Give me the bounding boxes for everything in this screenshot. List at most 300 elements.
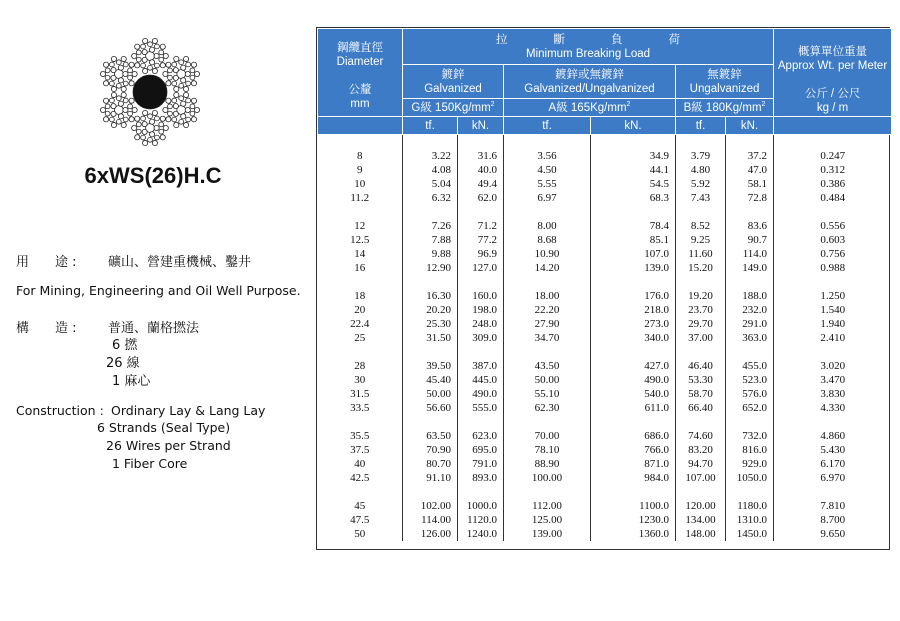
diameter-cell: 35.5: [350, 430, 370, 442]
filler-wire: [179, 60, 184, 65]
a-tf-cell: 70.00: [504, 429, 591, 443]
table-row: [318, 191, 892, 205]
filler-wire: [159, 122, 164, 127]
table-row: [318, 149, 892, 163]
g-kn-cell: 49.4: [458, 177, 504, 191]
b-kn-cell: 652.0: [726, 401, 774, 415]
breaking-load-header: [403, 29, 774, 65]
ungalvanized-header-zh: 無鍍鋅: [707, 68, 742, 81]
diameter-cell: 28: [354, 360, 366, 372]
a-tf-cell: 18.00: [504, 289, 591, 303]
outer-wire: [132, 107, 137, 112]
filler-wire: [179, 83, 184, 88]
weight-unit-en: kg / m: [816, 102, 849, 114]
filler-wire: [136, 129, 141, 134]
unit-kn: kN.: [726, 117, 774, 135]
spacer-cell: [676, 345, 726, 359]
spacer-cell: [403, 205, 458, 219]
filler-wire: [128, 68, 133, 73]
b-tf-cell: 11.60: [676, 247, 726, 261]
construction-label-en: Construction :: [16, 403, 104, 418]
a-tf-cell: 43.50: [504, 359, 591, 373]
outer-wire: [129, 62, 134, 67]
filler-wire: [141, 116, 146, 121]
weight-cell: 5.430: [774, 443, 892, 457]
spacer-cell: [774, 345, 892, 359]
spacer-cell: [458, 205, 504, 219]
g-kn-cell: 1000.0: [458, 499, 504, 513]
inner-wire: [173, 104, 178, 109]
spacer-cell: [726, 415, 774, 429]
spacer-cell: [591, 205, 676, 219]
filler-wire: [116, 83, 121, 88]
weight-cell: 0.247: [774, 149, 892, 163]
construction-en-line: Ordinary Lay & Lang Lay: [111, 403, 266, 418]
g-kn-cell: 40.0: [458, 163, 504, 177]
g-tf-cell: 5.04: [403, 177, 458, 191]
filler-wire: [109, 62, 114, 67]
filler-wire: [159, 57, 164, 62]
filler-wire: [123, 62, 128, 67]
b-kn-cell: 83.6: [726, 219, 774, 233]
b-tf-cell: 94.70: [676, 457, 726, 471]
diameter-cell: 8: [357, 150, 363, 162]
group-spacer: [318, 275, 892, 289]
filler-wire: [148, 42, 153, 47]
spacer-cell: [676, 205, 726, 219]
outer-wire: [174, 56, 179, 61]
g-tf-cell: 7.26: [403, 219, 458, 233]
inner-wire: [111, 68, 116, 73]
outer-wire: [160, 116, 165, 121]
b-kn-cell: 576.0: [726, 387, 774, 401]
diameter-cell: 45: [354, 500, 366, 512]
filler-wire: [123, 81, 128, 86]
construction-zh-line: 26 線: [106, 356, 140, 371]
g-kn-cell: 309.0: [458, 331, 504, 345]
outer-wire: [135, 63, 140, 68]
table-row: [318, 513, 892, 527]
b-kn-cell: 523.0: [726, 373, 774, 387]
spacer-cell: [591, 485, 676, 499]
group-spacer: [318, 135, 892, 150]
b-tf-cell: 66.40: [676, 401, 726, 415]
a-kn-cell: 686.0: [591, 429, 676, 443]
filler-wire: [190, 104, 195, 109]
outer-wire: [152, 140, 157, 145]
a-tf-cell: 10.90: [504, 247, 591, 261]
outer-wire: [143, 68, 148, 73]
outer-wire: [132, 125, 137, 130]
b-tf-cell: 58.70: [676, 387, 726, 401]
filler-wire: [155, 116, 160, 121]
table-row: [318, 219, 892, 233]
a-tf-cell: 62.30: [504, 401, 591, 415]
strand: [163, 56, 200, 91]
inner-wire: [181, 114, 186, 119]
weight-cell: 8.700: [774, 513, 892, 527]
b-kn-cell: 455.0: [726, 359, 774, 373]
table-row: [318, 471, 892, 485]
b-kn-cell: 58.1: [726, 177, 774, 191]
g-kn-cell: 1240.0: [458, 527, 504, 541]
a-kn-cell: 1100.0: [591, 499, 676, 513]
spacer-cell: [676, 415, 726, 429]
spacer-cell: [774, 205, 892, 219]
grade-b-label: B級 180Kg/mm: [683, 101, 762, 114]
strand: [132, 38, 169, 73]
diameter-cell: 18: [354, 290, 366, 302]
a-kn-cell: 1360.0: [591, 527, 676, 541]
spacer-cell: [774, 135, 892, 150]
filler-wire: [116, 96, 121, 101]
outer-wire: [103, 81, 108, 86]
a-kn-cell: 540.0: [591, 387, 676, 401]
inner-wire: [154, 53, 159, 58]
construction-en-line: 1 Fiber Core: [112, 456, 188, 471]
b-kn-cell: 90.7: [726, 233, 774, 247]
group-spacer: [318, 205, 892, 219]
b-tf-cell: 148.00: [676, 527, 726, 541]
inner-wire: [142, 129, 147, 134]
filler-wire: [190, 75, 195, 80]
a-tf-cell: 6.97: [504, 191, 591, 205]
diameter-unit-en: mm: [350, 98, 370, 110]
filler-wire: [141, 44, 146, 49]
a-kn-cell: 340.0: [591, 331, 676, 345]
spacer-cell: [458, 135, 504, 150]
filler-wire: [172, 117, 177, 122]
a-tf-cell: 125.00: [504, 513, 591, 527]
diameter-cell: 14: [354, 248, 366, 260]
g-tf-cell: 4.08: [403, 163, 458, 177]
construction-en-line: 6 Strands (Seal Type): [97, 420, 231, 435]
b-kn-cell: 72.8: [726, 191, 774, 205]
spacer-cell: [774, 415, 892, 429]
a-tf-cell: 34.70: [504, 331, 591, 345]
outer-wire: [152, 68, 157, 73]
g-tf-cell: 31.50: [403, 331, 458, 345]
outer-wire: [191, 117, 196, 122]
outer-wire: [174, 122, 179, 127]
spacer-cell: [591, 275, 676, 289]
strand: [163, 92, 200, 127]
g-kn-cell: 160.0: [458, 289, 504, 303]
outer-wire: [152, 110, 157, 115]
diameter-cell: 50: [354, 528, 366, 540]
inner-wire: [149, 132, 154, 137]
filler-wire: [186, 81, 191, 86]
spacer-cell: [318, 345, 403, 359]
outer-wire: [121, 86, 126, 91]
weight-cell: 6.170: [774, 457, 892, 471]
g-tf-cell: 114.00: [403, 513, 458, 527]
a-tf-cell: 8.00: [504, 219, 591, 233]
grade-g-label: G級 150Kg/mm: [411, 101, 491, 114]
outer-wire: [191, 98, 196, 103]
b-kn-cell: 1450.0: [726, 527, 774, 541]
outer-wire: [135, 44, 140, 49]
outer-wire: [129, 98, 134, 103]
outer-wire: [132, 71, 137, 76]
filler-wire: [148, 137, 153, 142]
filler-wire: [159, 50, 164, 55]
table-row: [318, 331, 892, 345]
g-tf-cell: 20.20: [403, 303, 458, 317]
filler-wire: [148, 114, 153, 119]
galvanized-header-zh: 鍍鋅: [441, 68, 465, 81]
outer-wire: [143, 140, 148, 145]
b-tf-cell: 8.52: [676, 219, 726, 233]
galv-ungalv-header-en: Galvanized/Ungalvanized: [524, 82, 655, 95]
diameter-cell: 47.5: [350, 514, 370, 526]
g-tf-cell: 39.50: [403, 359, 458, 373]
table-row: [318, 527, 892, 541]
inner-wire: [142, 50, 147, 55]
diameter-cell: 31.5: [350, 388, 370, 400]
spacer-cell: [318, 415, 403, 429]
outer-wire: [129, 81, 134, 86]
outer-wire: [100, 107, 105, 112]
b-kn-cell: 816.0: [726, 443, 774, 457]
spacer-cell: [726, 345, 774, 359]
inner-wire: [149, 60, 154, 65]
fiber-core: [133, 75, 167, 109]
inner-wire: [149, 47, 154, 52]
a-tf-cell: 8.68: [504, 233, 591, 247]
table-row: [318, 457, 892, 471]
filler-wire: [190, 111, 195, 116]
weight-cell: 0.484: [774, 191, 892, 205]
g-tf-cell: 91.10: [403, 471, 458, 485]
table-body: [318, 135, 892, 542]
table-row: [318, 177, 892, 191]
filler-wire: [128, 111, 133, 116]
filler-wire: [128, 104, 133, 109]
filler-wire: [159, 129, 164, 134]
inner-wire: [111, 111, 116, 116]
wire-rope-cross-section-diagram: [95, 22, 205, 162]
unit-kn: kN.: [591, 117, 676, 135]
galvanized-header: [403, 65, 504, 99]
filler-wire: [179, 119, 184, 124]
a-tf-cell: 100.00: [504, 471, 591, 485]
spacer-cell: [458, 415, 504, 429]
filler-wire: [141, 135, 146, 140]
spacer-cell: [774, 485, 892, 499]
inner-wire: [181, 78, 186, 83]
squared-mark: 2: [761, 100, 766, 108]
g-tf-cell: 6.32: [403, 191, 458, 205]
filler-wire: [116, 60, 121, 65]
filler-wire: [155, 63, 160, 68]
table-row: [318, 499, 892, 513]
a-kn-cell: 85.1: [591, 233, 676, 247]
b-tf-cell: 9.25: [676, 233, 726, 247]
b-tf-cell: 74.60: [676, 429, 726, 443]
filler-wire: [105, 104, 110, 109]
table-row: [318, 373, 892, 387]
outer-wire: [163, 53, 168, 58]
spacer-cell: [774, 275, 892, 289]
inner-wire: [111, 104, 116, 109]
g-kn-cell: 62.0: [458, 191, 504, 205]
outer-wire: [160, 63, 165, 68]
outer-wire: [166, 98, 171, 103]
spacer-cell: [458, 345, 504, 359]
filler-wire: [168, 68, 173, 73]
g-kn-cell: 96.9: [458, 247, 504, 261]
inner-wire: [142, 57, 147, 62]
g-kn-cell: 893.0: [458, 471, 504, 485]
galv-ungalv-header: [504, 65, 676, 99]
weight-header-zh: 概算單位重量: [798, 46, 868, 58]
a-tf-cell: 78.10: [504, 443, 591, 457]
g-kn-cell: 695.0: [458, 443, 504, 457]
g-kn-cell: 387.0: [458, 359, 504, 373]
b-tf-cell: 23.70: [676, 303, 726, 317]
g-kn-cell: 31.6: [458, 149, 504, 163]
outer-wire: [191, 81, 196, 86]
breaking-load-header-en: Minimum Breaking Load: [526, 47, 651, 60]
construction-zh-line: 普通、蘭格撚法: [108, 321, 200, 336]
g-tf-cell: 25.30: [403, 317, 458, 331]
filler-wire: [123, 98, 128, 103]
g-kn-cell: 198.0: [458, 303, 504, 317]
b-tf-cell: 4.80: [676, 163, 726, 177]
a-kn-cell: 871.0: [591, 457, 676, 471]
a-tf-cell: 4.50: [504, 163, 591, 177]
weight-cell: 2.410: [774, 331, 892, 345]
b-kn-cell: 929.0: [726, 457, 774, 471]
outer-wire: [103, 98, 108, 103]
ungalvanized-header: [676, 65, 774, 99]
weight-cell: 9.650: [774, 527, 892, 541]
filler-wire: [186, 98, 191, 103]
weight-cell: 0.386: [774, 177, 892, 191]
spacer-cell: [726, 485, 774, 499]
b-tf-cell: 107.00: [676, 471, 726, 485]
spacer-cell: [504, 415, 591, 429]
diameter-cell: 25: [354, 332, 366, 344]
inner-wire: [111, 75, 116, 80]
inner-wire: [185, 71, 190, 76]
a-kn-cell: 54.5: [591, 177, 676, 191]
g-kn-cell: 1120.0: [458, 513, 504, 527]
weight-cell: 4.330: [774, 401, 892, 415]
b-kn-cell: 232.0: [726, 303, 774, 317]
filler-wire: [179, 96, 184, 101]
a-kn-cell: 44.1: [591, 163, 676, 177]
outer-wire: [163, 125, 168, 130]
b-tf-cell: 53.30: [676, 373, 726, 387]
filler-wire: [105, 75, 110, 80]
filler-wire: [105, 68, 110, 73]
g-tf-cell: 3.22: [403, 149, 458, 163]
squared-mark: 2: [490, 100, 495, 108]
b-kn-cell: 1310.0: [726, 513, 774, 527]
inner-wire: [173, 68, 178, 73]
unit-blank: [774, 117, 892, 135]
weight-cell: 1.250: [774, 289, 892, 303]
outer-wire: [100, 71, 105, 76]
filler-wire: [172, 81, 177, 86]
spacer-cell: [403, 345, 458, 359]
product-code: 6xWS(26)H.C: [84, 163, 222, 188]
diameter-cell: 40: [354, 458, 366, 470]
weight-cell: 7.810: [774, 499, 892, 513]
spacer-cell: [676, 275, 726, 289]
a-kn-cell: 34.9: [591, 149, 676, 163]
inner-wire: [154, 125, 159, 130]
a-kn-cell: 427.0: [591, 359, 676, 373]
b-kn-cell: 291.0: [726, 317, 774, 331]
spacer-cell: [726, 275, 774, 289]
spacer-cell: [591, 415, 676, 429]
table-row: [318, 387, 892, 401]
spacer-cell: [726, 205, 774, 219]
weight-cell: 3.830: [774, 387, 892, 401]
spacer-cell: [403, 135, 458, 150]
g-tf-cell: 50.00: [403, 387, 458, 401]
weight-header: [774, 29, 892, 117]
unit-tf: tf.: [504, 117, 591, 135]
a-tf-cell: 88.90: [504, 457, 591, 471]
g-kn-cell: 791.0: [458, 457, 504, 471]
b-kn-cell: 732.0: [726, 429, 774, 443]
g-kn-cell: 127.0: [458, 261, 504, 275]
weight-cell: 1.540: [774, 303, 892, 317]
a-tf-cell: 3.56: [504, 149, 591, 163]
a-kn-cell: 490.0: [591, 373, 676, 387]
b-tf-cell: 83.20: [676, 443, 726, 457]
table-row: [318, 359, 892, 373]
b-tf-cell: 19.20: [676, 289, 726, 303]
weight-cell: 0.556: [774, 219, 892, 233]
filler-wire: [155, 44, 160, 49]
b-tf-cell: 46.40: [676, 359, 726, 373]
g-kn-cell: 445.0: [458, 373, 504, 387]
a-kn-cell: 218.0: [591, 303, 676, 317]
construction-label-zh: 構 造 :: [16, 321, 77, 336]
outer-wire: [111, 122, 116, 127]
g-tf-cell: 102.00: [403, 499, 458, 513]
group-spacer: [318, 485, 892, 499]
g-tf-cell: 9.88: [403, 247, 458, 261]
a-tf-cell: 139.00: [504, 527, 591, 541]
unit-tf: tf.: [403, 117, 458, 135]
outer-wire: [111, 56, 116, 61]
outer-wire: [174, 86, 179, 91]
outer-wire: [111, 92, 116, 97]
breaking-load-header-zh: 拉 斷 負 荷: [496, 33, 681, 46]
filler-wire: [168, 111, 173, 116]
outer-wire: [166, 81, 171, 86]
g-tf-cell: 80.70: [403, 457, 458, 471]
b-kn-cell: 363.0: [726, 331, 774, 345]
outer-wire: [160, 44, 165, 49]
table-row: [318, 401, 892, 415]
inner-wire: [118, 65, 123, 70]
construction-zh-line: 1 麻心: [112, 374, 151, 389]
weight-cell: 3.020: [774, 359, 892, 373]
diameter-cell: 12.5: [350, 234, 370, 246]
b-kn-cell: 47.0: [726, 163, 774, 177]
g-tf-cell: 16.30: [403, 289, 458, 303]
inner-wire: [173, 75, 178, 80]
a-tf-cell: 14.20: [504, 261, 591, 275]
diameter-cell: 30: [354, 374, 366, 386]
